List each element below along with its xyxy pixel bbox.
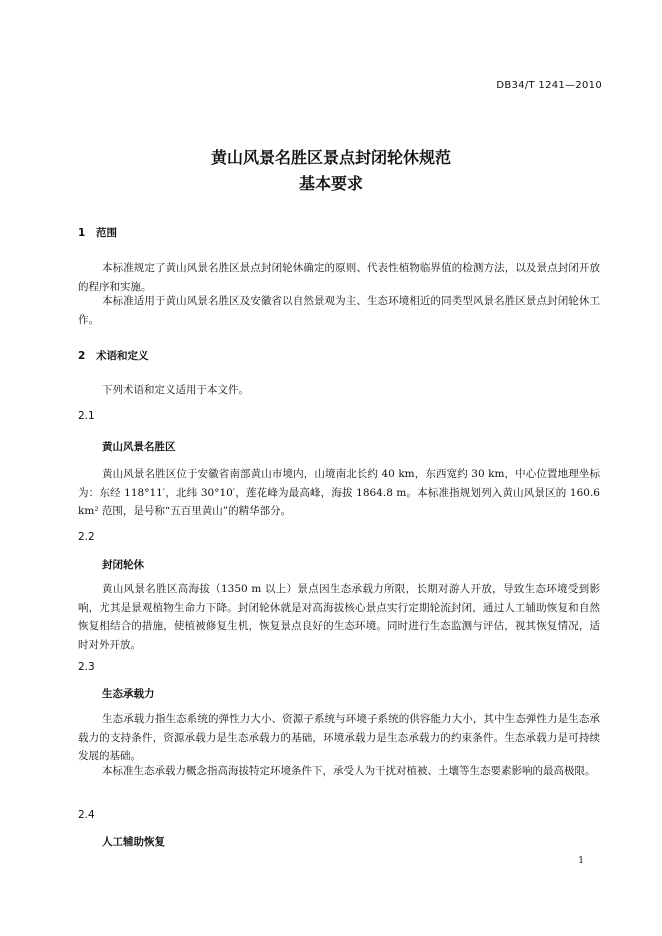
section-number: 1: [78, 227, 86, 239]
section-1-paragraph-2: 本标准适用于黄山风景名胜区及安徽省以自然景观为主、生态环境相近的同类型风景名胜区景点封闭轮休工作。: [78, 295, 600, 326]
term-definition: 生态承载力指生态系统的弹性力大小、资源子系统与环境子系统的供容能力大小，其中生态弹性力是生态承载力的支持条件，资源承载力是生态承载力的基础，环境承载力是生态承载力的约束条件。生态承载力是可持续发展的基础。: [78, 713, 600, 762]
term-name: 封闭轮休: [102, 559, 144, 571]
section-number: 2: [78, 350, 86, 362]
term-number: 2.3: [78, 661, 95, 673]
section-2-intro: 下列术语和定义适用于本文件。: [102, 384, 249, 396]
section-1-heading: [78, 225, 117, 240]
term-number: 2.1: [78, 410, 95, 422]
document-code: DB34/T 1241—2010: [496, 80, 602, 91]
term-number: 2.2: [78, 531, 95, 543]
document-subtitle: 基本要求: [298, 174, 363, 193]
section-title: 术语和定义: [96, 350, 149, 362]
term-name: 生态承载力: [102, 688, 155, 700]
term-definition: 黄山风景名胜区高海拔（1350 m 以上）景点因生态承载力所限，长期对游人开放，导致生态环境受到影响，尤其是景观植物生命力下降。封闭轮休就是对高海拔核心景点实行定期轮流封闭，通过人工辅助恢复和自然恢复相结合的措施，使植被修复生机，恢复景点良好的生态环境。同时进行生态监测与评估，视其恢复情况，适时对外开放。: [78, 583, 600, 651]
term-number: 2.4: [78, 809, 95, 821]
term-name: 人工辅助恢复: [102, 836, 165, 848]
section-2-heading: [78, 348, 149, 363]
section-1-paragraph-1: 本标准规定了黄山风景名胜区景点封闭轮休确定的原则、代表性植物临界值的检测方法，以及景点封闭开放的程序和实施。: [78, 262, 600, 293]
term-name: 黄山风景名胜区: [102, 441, 176, 453]
section-title: 范围: [96, 227, 117, 239]
term-definition-note: 本标准生态承载力概念指高海拔特定环境条件下，承受人为干扰对植被、土壤等生态要素影响的最高极限。: [102, 765, 596, 777]
document-title: 黄山风景名胜区景点封闭轮休规范: [210, 148, 451, 167]
term-definition: 黄山风景名胜区位于安徽省南部黄山市境内，山境南北长约 40 km，东西宽约 30 km，中心位置地理坐标为：东经 118°11′，北纬 30°10′，莲花峰为最高峰，海拔 1864.8 m。本标准指规划列入黄山风景区的 160.6 km² 范围，是号称“五百里黄山”的精华部分。: [78, 468, 600, 517]
page-number: 1: [578, 856, 584, 866]
